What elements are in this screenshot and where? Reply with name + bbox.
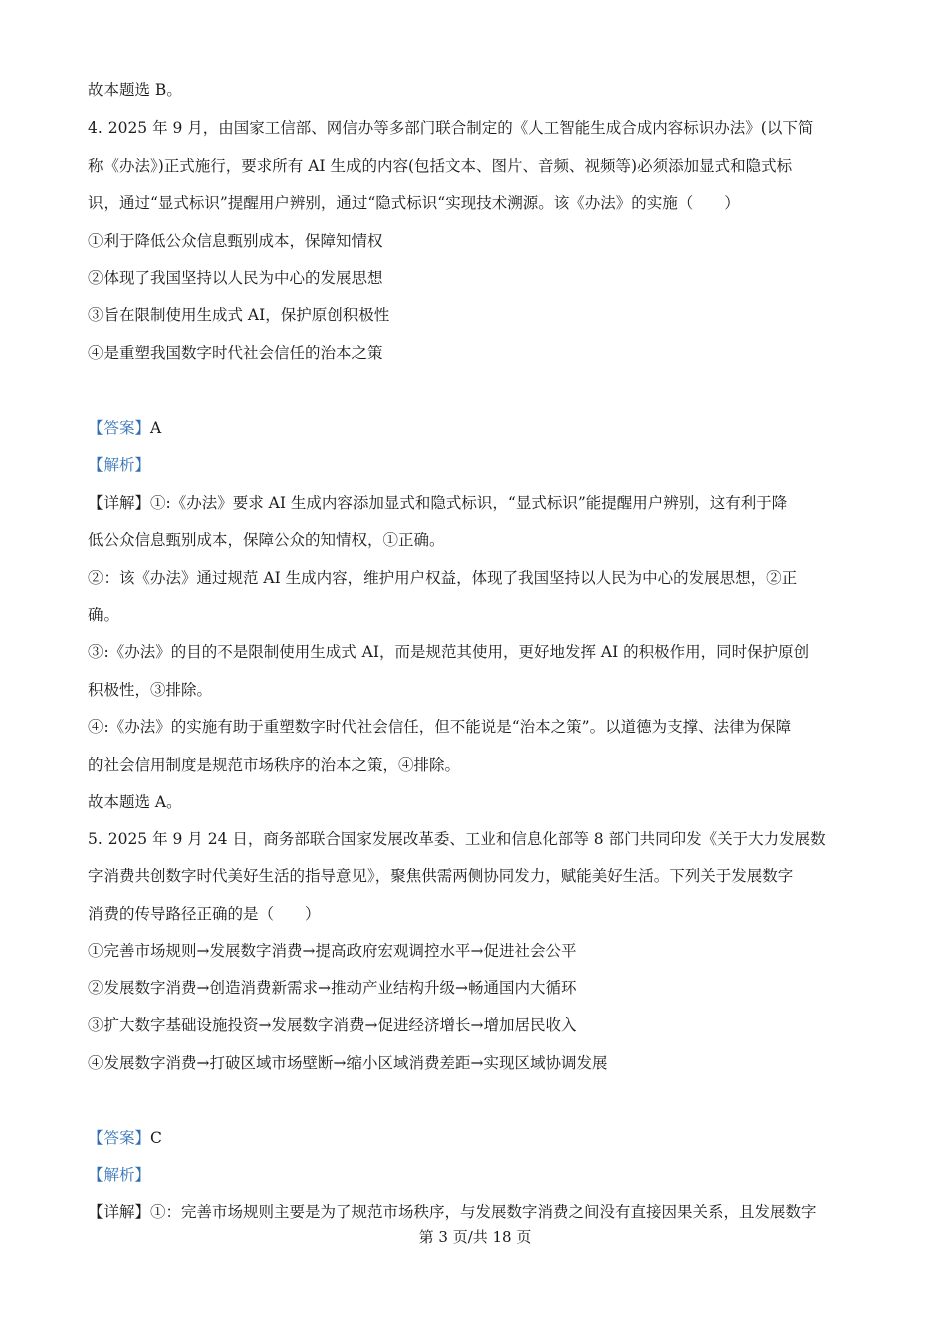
- q5-detail-text-1: ①：完善市场规则主要是为了规范市场秩序，与发展数字消费之间没有直接因果关系，且发展数字: [150, 1203, 817, 1221]
- q4-analysis-tag: 【解析】: [88, 456, 151, 474]
- q4-stem-line-3: 识，通过“显式标识”提醒用户辨别，通过“隐式标识“实现技术溯源。该《办法》的实施（ ）: [88, 194, 740, 212]
- q5-answer: [88, 1128, 868, 1148]
- q4-detail-tag: 【详解】: [88, 494, 151, 512]
- q5-analysis-tag: 【解析】: [88, 1166, 151, 1184]
- q4-item-3: ③旨在限制使用生成式 AI，保护原创积极性: [88, 306, 390, 324]
- q4-item-4: ④是重塑我国数字时代社会信任的治本之策: [88, 344, 383, 362]
- q4-detail-line-8: 的社会信用制度是规范市场秩序的治本之策，④排除。: [88, 756, 461, 774]
- q4-detail-line-1: [88, 493, 868, 513]
- q5-analysis: [88, 1165, 868, 1185]
- q4-item-1: ①利于降低公众信息甄别成本，保障知情权: [88, 232, 383, 250]
- q5-detail-tag: 【详解】: [88, 1203, 151, 1221]
- q5-detail-line-1: [88, 1202, 868, 1222]
- q4-answer: [88, 418, 868, 438]
- q3-conclusion: 故本题选 B。: [88, 81, 182, 99]
- q5-item-2: ②发展数字消费→创造消费新需求→推动产业结构升级→畅通国内大循环: [88, 979, 577, 997]
- q4-detail-line-4: 确。: [88, 606, 120, 624]
- q5-item-1: ①完善市场规则→发展数字消费→提高政府宏观调控水平→促进社会公平: [88, 942, 577, 960]
- q4-detail-line-5: ③:《办法》的目的不是限制使用生成式 AI，而是规范其使用，更好地发挥 AI 的积极作用，同时保护原创: [88, 643, 810, 661]
- q5-stem-line-2: 字消费共创数字时代美好生活的指导意见》，聚焦供需两侧协同发力，赋能美好生活。下列关于发展数字: [88, 867, 794, 885]
- q5-stem-line-1: 5. 2025 年 9 月 24 日，商务部联合国家发展改革委、工业和信息化部等 8 部门共同印发《关于大力发展数: [88, 830, 826, 848]
- q4-stem-line-1: 4. 2025 年 9 月，由国家工信部、网信办等多部门联合制定的《人工智能生成合成内容标识办法》(以下简: [88, 119, 814, 137]
- q4-detail-line-2: 低公众信息甄别成本，保障公众的知情权，①正确。: [88, 531, 445, 549]
- q4-answer-value: A: [150, 419, 162, 437]
- q4-item-2: ②体现了我国坚持以人民为中心的发展思想: [88, 269, 383, 287]
- q4-conclusion: 故本题选 A。: [88, 793, 182, 811]
- q4-detail-text-1: ①:《办法》要求 AI 生成内容添加显式和隐式标识，“显式标识”能提醒用户辨别，这有利于降: [150, 494, 788, 512]
- page-footer: 第 3 页/共 18 页: [418, 1228, 532, 1246]
- q5-stem-line-3: 消费的传导路径正确的是（ ）: [88, 905, 321, 923]
- q4-stem-line-2: 称《办法》)正式施行，要求所有 AI 生成的内容(包括文本、图片、音频、视频等)必须添加显式和隐式标: [88, 157, 793, 175]
- q5-item-4: ④发展数字消费→打破区域市场壁断→缩小区域消费差距→实现区域协调发展: [88, 1054, 608, 1072]
- q4-detail-line-3: ②：该《办法》通过规范 AI 生成内容，维护用户权益，体现了我国坚持以人民为中心的发展思想，②正: [88, 569, 798, 587]
- q5-answer-tag: 【答案】: [88, 1129, 151, 1147]
- q4-detail-line-7: ④:《办法》的实施有助于重塑数字时代社会信任，但不能说是“治本之策”。以道德为支撑、法律为保障: [88, 718, 792, 736]
- q5-item-3: ③扩大数字基础设施投资→发展数字消费→促进经济增长→增加居民收入: [88, 1016, 577, 1034]
- q5-answer-value: C: [150, 1129, 162, 1147]
- q4-answer-tag: 【答案】: [88, 419, 151, 437]
- q4-detail-line-6: 积极性，③排除。: [88, 681, 213, 699]
- q4-analysis: [88, 455, 868, 475]
